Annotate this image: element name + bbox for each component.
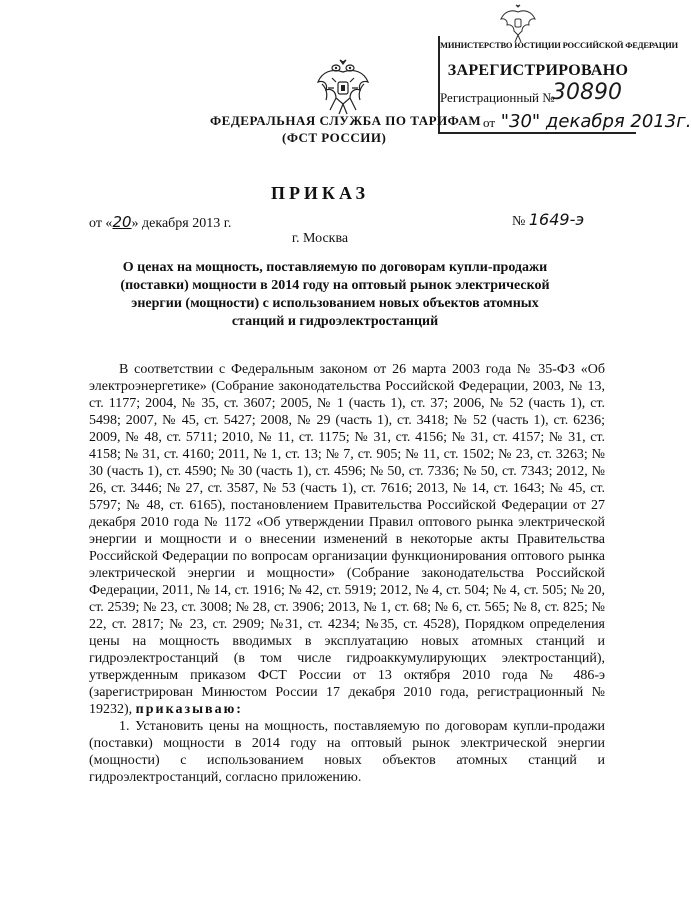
order-date-suffix: » декабря 2013 г. — [131, 216, 232, 231]
stamp-registration-date — [483, 111, 691, 132]
order-date-prefix: от « — [89, 216, 113, 231]
stamp-date-value: "30" декабря 2013г. — [500, 111, 691, 132]
stamp-ministry-name: МИНИСТЕРСТВО ЮСТИЦИИ РОССИЙСКОЙ ФЕДЕРАЦИИ — [440, 40, 678, 50]
preamble-paragraph — [89, 361, 605, 718]
order-subject: О ценах на мощность, поставляемую по договорам купли-продажи (поставки) мощности в 2014 году на оптовый рынок электрической энергии (мощности) с использованием новых объектов атомных станций и гидроэлектростанций — [120, 260, 550, 329]
order-title: ПРИКАЗ — [270, 183, 370, 203]
stamp-date-prefix: от — [483, 115, 496, 130]
order-date — [89, 213, 231, 232]
stamp-registration-label: Регистрационный № — [440, 90, 555, 105]
order-city: г. Москва — [291, 231, 349, 246]
stamp-registration-number: 30890 — [552, 80, 622, 105]
order-date-day: 20 — [112, 213, 132, 231]
coat-of-arms-emblem — [314, 58, 372, 120]
preamble-text: В соответствии с Федеральным законом от 26 марта 2003 года № 35-ФЗ «Об электроэнергетике» (Собрание законодательства Российской Федерации, 2003, № 13, ст. 1177; 2004, № 35, ст. 3607; 2005, № 1 (часть 1), ст. 37; 2006, № 52 (часть 1), ст. 5498; 2007, № 45, ст. 5427; 2008, № 29 (часть 1), ст. 3418; № 52 (часть 1), ст. 6236; 2009, № 48, ст. 5711; 2010, № 11, ст. 1175; № 31, ст. 4156; № 31, ст. 4157; № 31, ст. 4158; № 31, ст. 4160; 2011, № 1, ст. 13; № 7, ст. 905; № 11, ст. 1502; № 23, ст. 3263; № 30 (часть 1), ст. 4590; № 30 (часть 1), ст. 4596; № 50, ст. 7336; № 50, ст. 7343; 2012, № 26, ст. 3446; № 27, ст. 3587, № 53 (часть 1), ст. 7616; 2013, № 14, ст. 1643; № 45, ст. 5797; № 48, ст. 6165), постановлением Правительства Российской Федерации от 27 декабря 2010 года № 1172 «Об утверждении Правил оптового рынка электрической энергии и мощности и о внесении изменений в некоторые акты Правительства Российской Федерации по вопросам организации функционирования оптового рынка электрической энергии и мощности» (Собрание законодательства Российской Федерации, 2011, № 14, ст. 1916; № 42, ст. 5919; 2012, № 4, ст. 504; № 4, ст. 505; № 20, ст. 2539; № 23, ст. 3008; № 28, ст. 3906; 2013, № 1, ст. 68; № 6, ст. 565; № 8, ст. 825; № 22, ст. 2817; № 23, ст. 2909; №31, ст. 4234; №35, ст. 4528), Порядком определения цены на мощность вводимых в эксплуатацию новых атомных станций и гидроэлектростанций (в том числе гидроаккумулирующих электростанций), утвержденным приказом ФСТ России от 13 октября 2010 года № 486-э (зарегистрирован Минюстом России 17 декабря 2010 года, регистрационный № 19232), — [89, 362, 605, 717]
item-1-paragraph: 1. Установить цены на мощность, поставляемую по договорам купли-продажи (поставки) мощности в 2014 году на оптовый рынок электрической энергии (мощности) с использованием новых объектов атомных станций и гидроэлектростанций, согласно приложению. — [89, 719, 605, 785]
order-body — [89, 361, 605, 786]
agency-name: ФЕДЕРАЛЬНАЯ СЛУЖБА ПО ТАРИФАМ — [210, 113, 482, 128]
order-number-value: 1649-э — [528, 210, 585, 229]
agency-short-name: (ФСТ РОССИИ) — [282, 130, 387, 145]
order-number — [512, 210, 584, 230]
order-number-label: № — [512, 214, 526, 229]
stamp-registered-label: ЗАРЕГИСТРИРОВАНО — [447, 62, 629, 79]
order-word: приказываю: — [135, 702, 243, 717]
